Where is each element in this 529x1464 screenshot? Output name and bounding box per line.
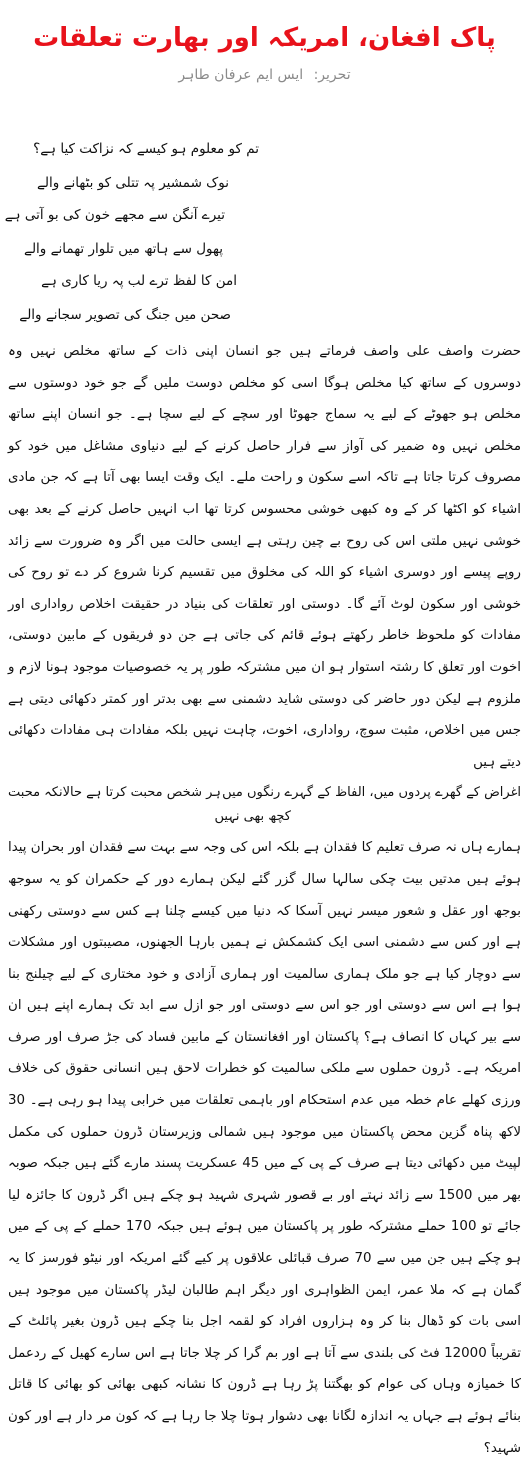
poem-line: صحن میں جنگ کی تصویر سجانے والے <box>19 307 231 323</box>
article-body <box>8 336 521 1464</box>
byline <box>8 64 521 86</box>
opening-poem <box>4 136 521 336</box>
body-paragraph: حضرت واصف علی واصف فرماتے ہیں جو انسان اپنی ذات کے ساتھ مخلص نہیں وہ دوسروں کے ساتھ کیا مخلص ہوگا اسی کو مخلص دوست ملیں گے جو خود دوستوں سے مخلص ہو جھوٹے کے لیے یہ سماج جھوٹا اور سچے کے لیے سچا ہے۔ جو انسان اپنے ساتھ مخلص نہیں وہ ضمیر کی آواز سے فرار حاصل کرنے کے لیے دنیاوی مشاغل میں خود کو مصروف کرتا جاتا ہے تاکہ اسے سکون و راحت ملے۔ ایک وقت ایسا بھی آتا ہے کہ جن مادی اشیاء کو اکٹھا کر کے وہ کبھی خوشی محسوس کرتا تھا اب انہیں حاصل کرنے کے بعد بھی خوشی نہیں ملتی اس کی روح بے چین رہتی ہے ایسی حالت میں اگر وہ ضرورت سے زائد روپے پیسے اور دوسری اشیاء کو اللہ کی مخلوق میں تقسیم کرنا شروع کر دے تو روح کی خوشی اور سکون لوٹ آئے گا۔ دوستی اور تعلقات کی بنیاد در حقیقت اخلاص رواداری اور مفادات کو ملحوظ خاطر رکھتے ہوئے قائم کی جاتی ہے جن دو فریقوں کے مابین دوستی، اخوت اور تعلق کا رشتہ استوار ہو ان میں مشترکہ طور پر یہ خصوصیات موجود ہونا لازم و ملزوم ہے لیکن دور حاضر کی دوستی شاید دشمنی سے بھی بدتر اور کمتر دکھائی دیتی ہے جس میں اخلاص، مثبت سوچ، رواداری، اخوت، چاہت نہیں بلکہ مفادات ہی مفادات دکھائی دیتے ہیں <box>8 344 521 770</box>
couplet-line-center: کچھ بھی نہیں <box>214 809 291 825</box>
body-paragraph: ہمارے ہاں نہ صرف تعلیم کا فقدان ہے بلکہ اس کی وجہ سے بہت سے فقدان اور بحران پیدا ہوئے ہیں مدتیں بیت چکی سالہا سال گزر گئے لیکن ہمارے دور کے حکمران کو یہ سوجھ بوجھ اور عقل و شعور میسر نہیں آسکا کہ دنیا میں کیسے چلنا ہے کس سے دوستی رکھنی ہے اور کس سے دشمنی اسی ایک کشمکش نے ہمیں بارہا الجھنوں، مصیبتوں اور مشکلات سے دوچار کیا ہے جو ملک ہماری سالمیت اور ہماری آزادی و خود مختاری کے لیے چیلنج بنا ہوا ہے اس سے دوستی اور جو اس سے دوستی اور جو ازل سے ابد تک ہمارے اپنے ہیں ان سے بیر کہاں کا انصاف ہے؟ پاکستان اور افغانستان کے مابین فساد کی جڑ صرف اور صرف امریکہ ہے۔ ڈرون حملوں سے ملکی سالمیت کو خطرات لاحق ہیں انسانی حقوق کی خلاف ورزی کھلے عام خطہ میں عدم استحکام اور باہمی تعلقات میں خرابی پیدا ہو رہی ہے۔ 30 لاکھ پناہ گزین محض پاکستان میں موجود ہیں شمالی وزیرستان ڈرون حملوں کی مکمل لپیٹ میں دکھائی دیتا ہے صرف کے پی کے میں 45 عسکریت پسند مارے گئے ہیں جبکہ صوبہ بھر میں 1500 سے زائد نہتے اور بے قصور شہری شہید ہو چکے ہیں اگر ڈرون کا جائزہ لیا جائے تو 100 حملے مشترکہ طور پر پاکستان میں ہوئے ہیں جبکہ 170 حملے کے پی کے میں ہو چکے ہیں جن میں سے 70 صرف قبائلی علاقوں پر کیے گئے امریکہ اور نیٹو فورسز کا یہ گمان ہے کہ ملا عمر، ایمن الظواہری اور دیگر اہم طالبان لیڈر پاکستان میں موجود ہیں اسی بات کو ڈھال بنا کر وہ ہزاروں افراد کو لقمہ اجل بنا چکے ہیں ڈرون بغیر پائلٹ کے تقریباً 12000 فٹ کی بلندی سے آتا ہے اور بم گرا کر چلا جاتا ہے اس سارے کھیل کے ردعمل کا خمیازہ وہاں کی عوام کو بھگتنا پڑ رہا ہے ڈرون کا نشانہ کبھی بھائی کو بھائی کا قاتل بنائے ہوئے ہے جہاں یہ اندازہ لگانا بھی دشوار ہوتا چلا جا رہا ہے کہ کون مر دار ہے اور کون شہید؟ <box>8 840 521 1456</box>
article-title: پاک افغان، امریکہ اور بھارت تعلقات <box>33 23 496 53</box>
inline-couplet <box>8 778 521 832</box>
couplet-line-right: اغراض کے گھرے پردوں میں، الفاظ کے گہرے رنگوں میں <box>222 785 521 801</box>
poem-line: پھول سے ہاتھ میں تلوار تھمانے والے <box>24 241 223 257</box>
author-name: ایس ایم عرفان طاہر <box>178 67 304 83</box>
poem-line: تیرے آنگن سے مجھے خون کی بو آتی ہے <box>4 207 225 223</box>
poem-line: تم کو معلوم ہو کیسے کہ نزاکت کیا ہے؟ <box>33 141 259 157</box>
byline-label: تحریر: <box>313 67 351 83</box>
poem-line: امن کا لفظ ترے لب پہ ریا کاری ہے <box>41 273 237 289</box>
poem-line: نوک شمشیر پہ تتلی کو بٹھانے والے <box>37 175 229 191</box>
couplet-line-left: ہر شخص محبت کرتا ہے حالانکہ محبت <box>8 785 221 801</box>
